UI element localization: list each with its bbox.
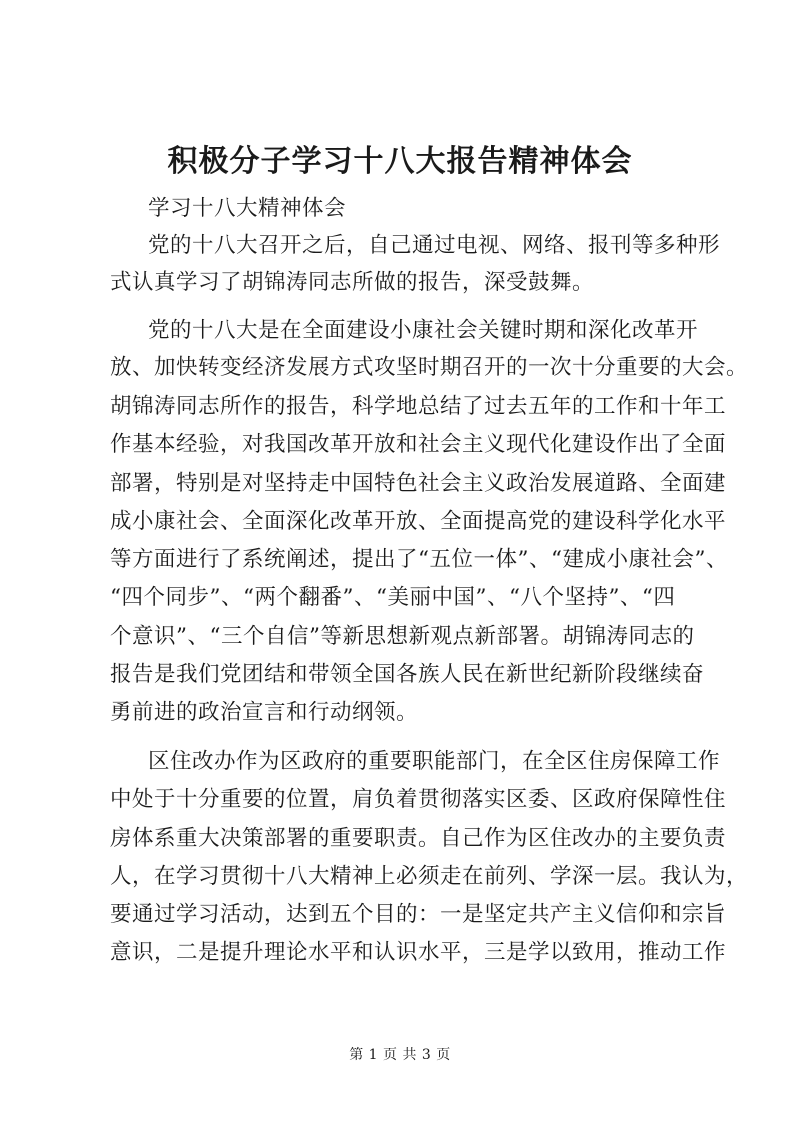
document-title: 积极分子学习十八大报告精神体会	[167, 144, 633, 179]
paragraph-line: 要通过学习活动，达到五个目的：一是坚定共产主义信仰和宗旨	[110, 902, 727, 927]
paragraph-line: 等方面进行了系统阐述，提出了“五位一体”、“建成小康社会”、	[110, 547, 728, 572]
paragraph-line: 报告是我们党团结和带领全国各族人民在新世纪新阶段继续奋	[110, 662, 705, 687]
paragraph-line: 党的十八大召开之后，自己通过电视、网络、报刊等多种形	[148, 233, 721, 258]
paragraph-line: 作基本经验，对我国改革开放和社会主义现代化建设作出了全面	[110, 432, 727, 457]
paragraph-line: 胡锦涛同志所作的报告，科学地总结了过去五年的工作和十年工	[110, 394, 727, 419]
paragraph-line: 区住改办作为区政府的重要职能部门，在全区住房保障工作	[148, 749, 721, 774]
subtitle-line: 学习十八大精神体会	[148, 196, 347, 221]
paragraph-line: 党的十八大是在全面建设小康社会关键时期和深化改革开	[148, 318, 699, 343]
paragraph-line: 中处于十分重要的位置，肩负着贯彻落实区委、区政府保障性住	[110, 787, 727, 812]
paragraph-line: 人，在学习贯彻十八大精神上必须走在前列、学深一层。我认为，	[110, 864, 749, 889]
paragraph-line: 勇前进的政治宣言和行动纲领。	[110, 700, 419, 725]
paragraph-line: 部署，特别是对坚持走中国特色社会主义政治发展道路、全面建	[110, 471, 727, 496]
paragraph-line: 成小康社会、全面深化改革开放、全面提高党的建设科学化水平	[110, 509, 727, 534]
paragraph-line: “四个同步”、“两个翻番”、“美丽中国”、“八个坚持”、“四	[110, 585, 676, 610]
page-indicator: 第 1 页 共 3 页	[349, 1047, 451, 1063]
paragraph-line: 放、加快转变经济发展方式攻坚时期召开的一次十分重要的大会。	[110, 355, 749, 380]
paragraph-line: 个意识”、“三个自信”等新思想新观点新部署。胡锦涛同志的	[110, 624, 695, 649]
paragraph-line: 房体系重大决策部署的重要职责。自己作为区住改办的主要负责	[110, 826, 727, 851]
paragraph-line: 式认真学习了胡锦涛同志所做的报告，深受鼓舞。	[110, 270, 595, 295]
paragraph-line: 意识，二是提升理论水平和认识水平，三是学以致用，推动工作	[110, 940, 727, 965]
